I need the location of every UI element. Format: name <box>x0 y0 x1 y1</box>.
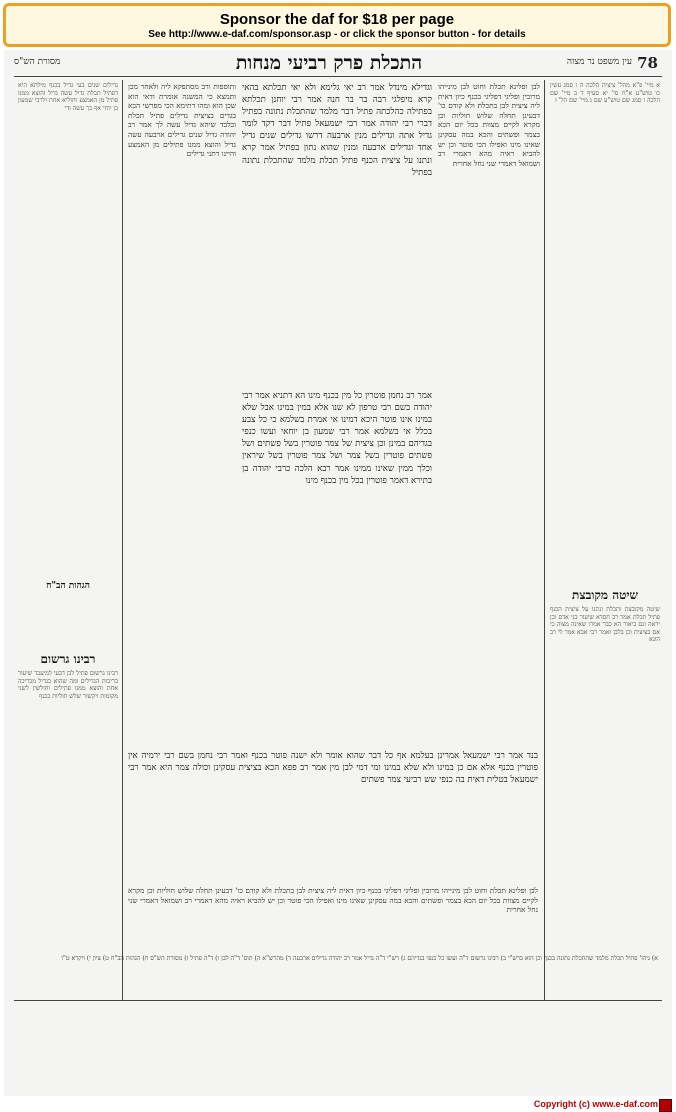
sponsor-subtitle: See http://www.e-daf.com/sponsor.asp - or click the sponsor button - for details <box>148 29 526 40</box>
gersham-commentary: רבינו גרשום פתיל לבן דבעי למיעבד שיעור כריכות הגדילים ומה שהוא בגדיל מכריכה אחת והוצא ממנו פתילים וחולשין לשני מקומות ויקשור שלש חוליות בכנף <box>18 670 118 700</box>
right-column-divider <box>544 80 545 1000</box>
e-daf-logo-icon <box>659 1099 672 1112</box>
page-heading: התכלת פרק רביעי מנחות <box>235 52 423 74</box>
shita-commentary: שיטה מקובצת ותכלת ונתנו על ציצית הכנף פתיל תכלת אמר רב חסדא שיעור בני אדם וכן יראה וגם ביאור הא כבר אמרו שאינה מצוה כי אם בציצית וכן בלבן ואמר רבי אבא אמר לי רב הונא <box>550 606 660 644</box>
left-header: מסורת הש"ס <box>14 57 61 67</box>
right-header: עין משפט נר מצוה <box>566 57 632 67</box>
commentary-lower: לבן ופלינא תכלת וחוט לבן מינייהו מרובין ופליגי דפליגי בכנף כיון דאית ליה ציצית לבן בתכלת ולא קודם כו' דבעינן תחלה שלוש חוליות וכן מקרא לקיים מצוות בכל יום הכא בצמר ופשתים והכא במה עסקינן שאינו מינו ואפילו הכי פוטר וכן יש להביא ראיה מהא דאמרי רב ושמואל דאמרי שני נחל אחרית <box>128 886 538 915</box>
sponsor-title: Sponsor the daf for $18 per page <box>219 11 455 28</box>
talmud-page <box>4 50 672 1096</box>
main-text-top: וגדילא מינדל אמר רב יאי גלימא ולא יאי תכלתא בהאי קרא מיפלגי רבה בר בר חנה אמר רבי יוחנן תכלתא בפתילה כהלכתה פתיל דבר מלמד שהתכלת נתונה בפתיל דברי רבי יהודה אמר רבי ישמעאל פתיל דבר דקד לומר גדיל אתה וגדילים מנין ארבעה דרשו גדילים שנים גדיל אחד וגדילים ארבעה ומנין שהוא נתון בפתיל אמר קרא ונתנו על ציצית הכנף פתיל תכלת מלמד שהתכלת נתונה בפתיל <box>242 83 432 178</box>
copyright-link[interactable]: Copyright (c) www.e-daf.com <box>533 1099 658 1109</box>
main-text-middle: אמר רב נחמן פוטרין כל מין בכנף מינו הא דתניא אמר רבי יהודה בשם רבי טרפון לא שנו אלא במין במינו אבל שלא במינו אינו פוטר היכא דמינו אי אמרת בשלמא כי כל צבע בכלל אי בשלמא אמר רבי שמעון בן יוחאי ועשו כנפי בגדיהם במינן וכן ציצית של צמר פוטרין בשל פשתים ושל פשתים פוטרין בשל צמר ושל צמר פוטרין בשל שיראין וכלך ממין שאינו ממינו אמר רבא הלכה כרבי יהודה בן בתירא דאמר פוטרין בכל מין בכנף מינו <box>242 391 432 486</box>
left-margin-commentary: גדילים שנים בעי גדיל בכנף מילתא היא דפתיל תכלת גדיל עשה גדיל והוצא ממנו פתיל מן האמצע וחוליא אחת ולרבי שמעון בן יוחי אף כך עשה ודי <box>18 82 118 112</box>
top-rule <box>14 76 662 77</box>
footnotes: א) גיהו' פתיל תכלת מלמד שהתכלת נתונה בכנף וכן הוא ברש"י ב) רבינו גרשום ד"ה ועשו כל כנפי בגדיהם ג) רש"י ד"ה גדיל אמר רב יהודה גדילים ארבעה ד) מהרש"א ה) תוס' ד"ה לבן ו) ד"ה פתיל ז) מסורת הש"ס ח) הגהות הב"ח ט) ציון י) ויקרא ט"ו <box>61 955 658 962</box>
tosafot-column: ותוספות ורב מסתפקא ליה ולאחר מכן ותמצא כי המשנה אומרת ודאי הוא שכן הוא ומהו דתימא הכי מפרשי הכא בגדים בציצית גדילים פתיל תכלת ובלבד שיהא גדיל עשה לך אמר רב יהודה גדיל שנים גדילים ארבעה עשה גדיל והוצא ממנו פתילים מן האמצע והיינו דתני גדילים <box>128 82 236 159</box>
page-number: 78 <box>637 54 658 72</box>
main-text-lower: בנד אמר רבי ישמעאל אמרינן בעלמא אף כל דבר שהוא אומר ולא ישנה פוטר בכנף ואמר רבי נחמן בשם רבי ירמיה אין פוטרין בכנף אלא אם כן במינו ולא שלא במינו ומי דמי לבן מין אמר רב פפא הכא בציצית עסקינן וכולה צמר היא אמר רבי ישמעאל בטלית דאית בה כנפי שש רביעי צמר פשתים <box>128 751 538 786</box>
glosses-title: הגהות הב"ח <box>46 581 90 591</box>
right-margin-index: א מיי' פ"א מהל' ציצית הלכה ה ו סמג עשין כו טוש"ע א"ח סי' יא סעיף ד ב מיי' שם הלכה ו סמג שם טוש"ע שם ג מיי' שם הל' ז <box>550 82 660 105</box>
left-box-title: רבינו גרשום <box>40 652 96 666</box>
sponsor-banner[interactable] <box>3 3 671 47</box>
right-box-title: שיטה מקובצת <box>572 588 638 602</box>
rashi-column: לבן ופלינא תכלת וחוט לבן מינייהו מרובין ופליגי דפליגי בכנף כיון דאית ליה ציצית לבן בתכלת ולא קודם כו' דבעינן תחלה שלוש חוליות וכן מקרא לקיים מצוות בכל יום הכא בצמר ופשתים והכא במה עסקינן שאינו מינו ואפילו הכי פוטר וכן יש להביא ראיה מהא דאמרי רב ושמואל דאמרי שני נחל אחרית <box>438 82 540 168</box>
left-column-divider <box>122 80 123 1000</box>
